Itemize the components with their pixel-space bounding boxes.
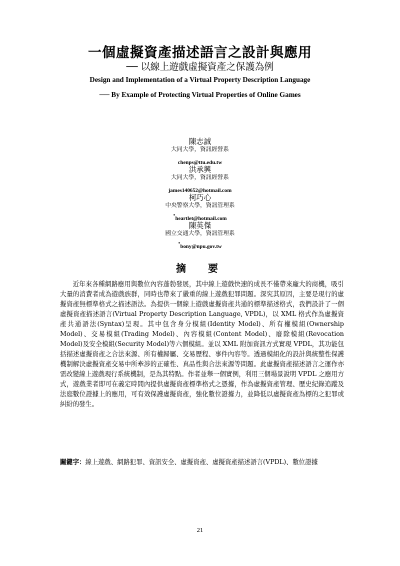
author-email-address: james140652@hotmail.com [168, 187, 232, 194]
author-name: 柯巧心 [188, 193, 212, 202]
author-affiliation: 大同大學，資訊經營系 [171, 175, 229, 181]
author-affiliation: 大同大學，資訊經營系 [171, 147, 229, 153]
author-affiliation: 國立交通大學，資訊管理系 [165, 231, 235, 237]
paper-title-zh: 一個虛擬資產描述語言之設計與應用 [88, 45, 312, 61]
author-email-marker: * [173, 213, 176, 218]
author-name: 陳志誠 [188, 137, 212, 146]
author-email-address: chenps@ttu.edu.tw [177, 159, 223, 166]
paper-subtitle-en: ── By Example of Protecting Virtual Properties of Online Games [99, 91, 301, 99]
abstract-heading: 摘 要 [176, 264, 224, 275]
author-name: 陳英傑 [188, 221, 212, 230]
page-number: 21 [196, 527, 204, 534]
author-email [0, 239, 400, 252]
keywords-label: 關鍵字： [60, 459, 86, 466]
author-email-address: bony@npu.gov.tw [180, 243, 222, 250]
author-email-address: heartlet@hotmail.com [175, 215, 227, 222]
author-block-1 [0, 137, 400, 168]
paper-subtitle-zh: ── 以線上遊戲虛擬資產之保護為例 [126, 62, 274, 73]
author-affiliation: 中央警察大學，資訊管理系 [165, 203, 235, 209]
author-block-4 [0, 221, 400, 252]
keywords-line [60, 458, 344, 468]
author-block-3 [0, 193, 400, 224]
author-name: 洪承興 [188, 165, 212, 174]
author-block-2 [0, 165, 400, 196]
paper-title-en: Design and Implementation of a Virtual Property Description Language [89, 76, 311, 84]
abstract-body: 近年來各種網路應用與數位內容蓬勃發展，其中線上遊戲快速的成長不僅帶來龐大的商機，吸引大量的消費者成為遊戲族群，同時也帶來了嚴重的線上遊戲犯罪問題。深究其原因，主要是現行的虛擬資產無標準格式之描述語法。為提供一個線上遊戲虛擬資產共通的標準描述格式，我們設計了一個虛擬資產描述語言(Virtual Property Description Language, VPDL)，以 XML 格式作為虛擬資產共通語法(Syntax)呈現。其中包含身分模組(Identity Model)、所有權模組(Ownership Model)、交易模組(Trading Model)、內容模組(Content Model)、廢除模組(Revocation Model)及安全模組(Security Model)等六個模組。並以 XML 附加資訊方式實現 VPDL，其功能包括描述虛擬資產之合法來源、所有權歸屬、交易歷程、事件內容等。透過模組化的設計與統整性保護機制解決虛擬資產交易中所牽涉的正確性、真品性與合法來源等問題。此虛擬資產描述語言之運作亦需改變線上遊戲現行系統機制，是為其特點。作者並舉一個實例，利用三個場景說明 VPDL 之應用方式，遊戲業者即可在義定時間內提供虛擬資產標準格式之憑據，作為虛擬資產管理、歷史紀錄追蹤及法庭數位證據上的應用，可有效保護虛擬資產，強化數位證據力，並降低以虛擬資產為標的之犯罪或糾紛的發生。 [60, 281, 344, 408]
author-email-marker: * [178, 241, 181, 246]
keywords-text: 線上遊戲、網路犯罪、資訊安全、虛擬資產、虛擬資產描述語言(VPDL)、數位證據 [85, 459, 318, 466]
